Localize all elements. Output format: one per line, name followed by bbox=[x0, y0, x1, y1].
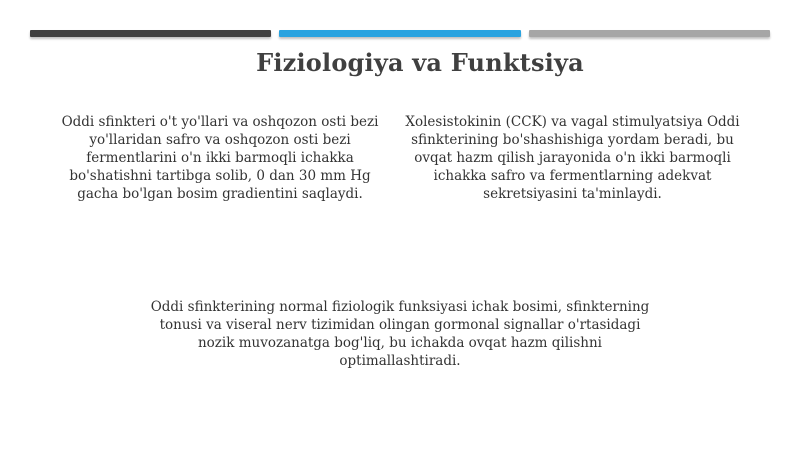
header-bar-blue bbox=[279, 30, 521, 37]
paragraph-bottom: Oddi sfinkterining normal fiziologik funksiyasi ichak bosimi, sfinkterning tonusi va viseral nerv tizimidan olingan gormonal signallar o'rtasidagi nozik muvozanatga bog'liq, bu ichakda ovqat hazm qilishni optimallashtiradi. bbox=[150, 299, 650, 369]
paragraph-right: Xolesistokinin (CCK) va vagal stimulyatsiya Oddi sfinkterining bo'shashishiga yordam beradi, bu ovqat hazm qilish jarayonida o'n ikki barmoqli ichakka safro va fermentlarning adekvat sekretsiyasini ta'minlaydi. bbox=[405, 114, 740, 202]
slide-title: Fiziologiya va Funktsiya bbox=[256, 48, 584, 77]
paragraph-left: Oddi sfinkteri o't yo'llari va oshqozon osti bezi yo'llaridan safro va oshqozon osti bezi fermentlarini o'n ikki barmoqli ichakka bo'shatishni tartibga solib, 0 dan 30 mm Hg gacha bo'lgan bosim gradientini saqlaydi. bbox=[61, 114, 379, 202]
header-bar-gray bbox=[529, 30, 770, 37]
header-bar-dark bbox=[30, 30, 271, 37]
